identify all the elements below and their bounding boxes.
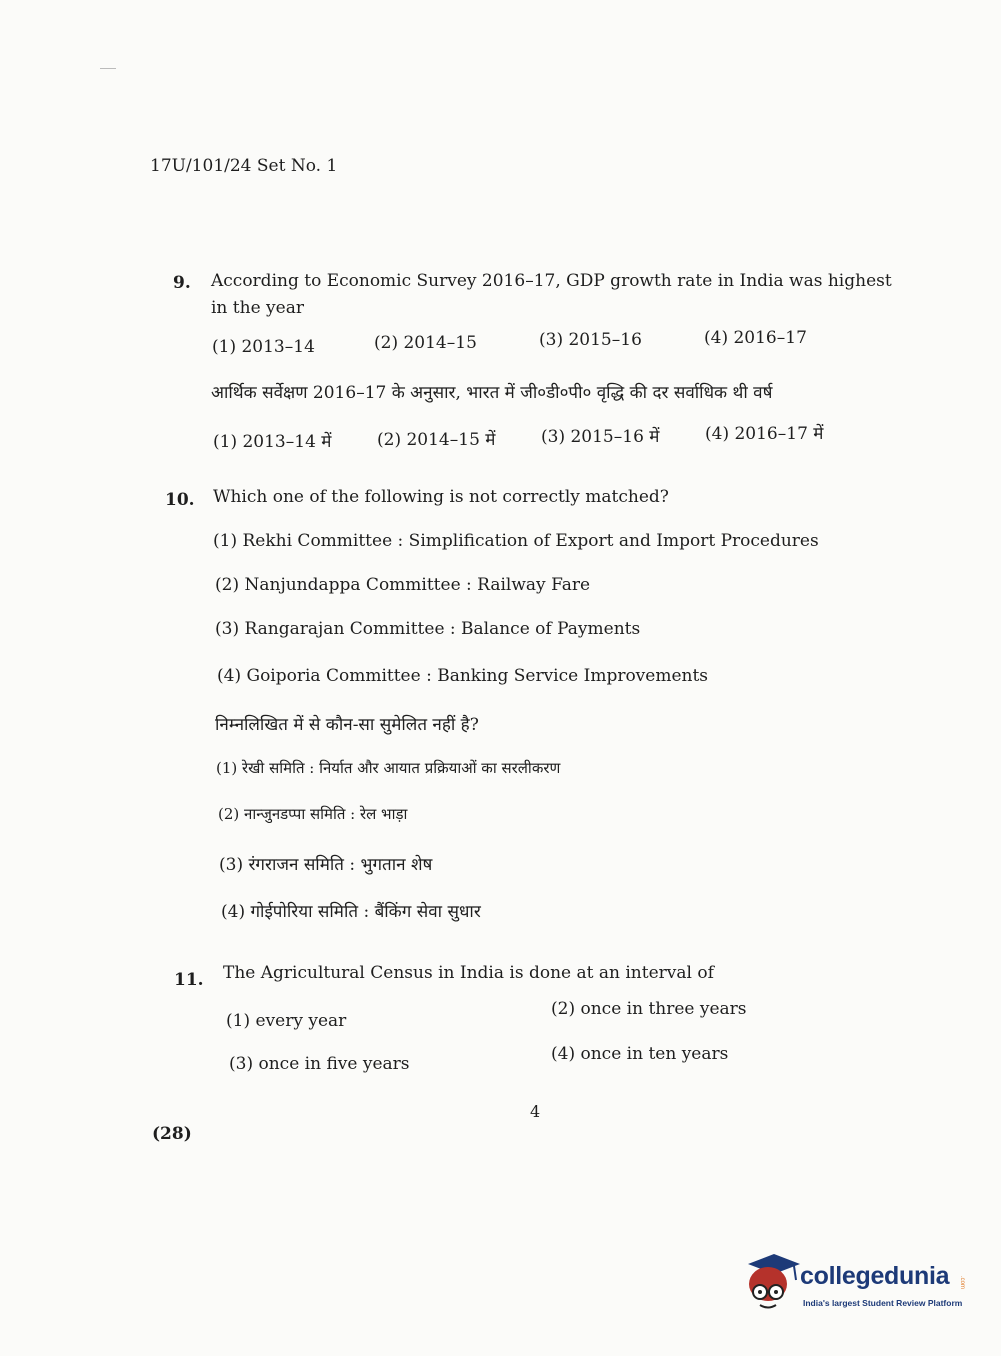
watermark-brand: collegedunia — [800, 1262, 950, 1290]
booklet-code: (28) — [152, 1124, 192, 1144]
question-9-option-4: (4) 2016–17 — [704, 328, 807, 348]
question-10-option-1-hindi: (1) रेखी समिति : निर्यात और आयात प्रक्रियाओं का सरलीकरण — [216, 759, 561, 777]
question-11-option-1: (1) every year — [226, 1011, 347, 1031]
question-9-option-1: (1) 2013–14 — [212, 337, 315, 357]
question-10-text-hindi: निम्नलिखित में से कौन-सा सुमेलित नहीं है? — [215, 715, 479, 735]
question-9-number: 9. — [173, 273, 191, 293]
question-11-text: The Agricultural Census in India is done at an interval of — [223, 963, 714, 983]
question-11-option-4: (4) once in ten years — [551, 1044, 729, 1064]
question-10-option-4: (4) Goiporia Committee : Banking Service Improvements — [217, 666, 709, 686]
question-9-option-3-hindi: (3) 2015–16 में — [541, 427, 660, 447]
question-9-option-3: (3) 2015–16 — [539, 330, 642, 350]
watermark-tagline: India's largest Student Review Platform — [803, 1298, 963, 1308]
question-10-option-4-hindi: (4) गोईपोरिया समिति : बैंकिंग सेवा सुधार — [221, 902, 481, 922]
question-10-option-3: (3) Rangarajan Committee : Balance of Payments — [215, 619, 641, 639]
question-10-number: 10. — [165, 490, 195, 510]
page-number: 4 — [530, 1102, 541, 1121]
question-10-option-2-hindi: (2) नान्जुनडप्पा समिति : रेल भाड़ा — [218, 805, 408, 823]
question-11-option-2: (2) once in three years — [551, 999, 747, 1019]
question-9-option-1-hindi: (1) 2013–14 में — [213, 432, 332, 452]
question-10-text: Which one of the following is not correctly matched? — [213, 487, 669, 507]
collegedunia-mascot-icon — [740, 1250, 802, 1314]
question-10-option-2: (2) Nanjundappa Committee : Railway Fare — [215, 575, 591, 595]
question-10-option-3-hindi: (3) रंगराजन समिति : भुगतान शेष — [219, 855, 433, 875]
question-9-text-hindi: आर्थिक सर्वेक्षण 2016–17 के अनुसार, भारत में जी०डी०पी० वृद्धि की दर सर्वाधिक थी वर्ष — [211, 383, 773, 403]
question-9-option-2: (2) 2014–15 — [374, 333, 477, 353]
question-10-option-1: (1) Rekhi Committee : Simplification of Export and Import Procedures — [213, 531, 819, 551]
question-9-option-2-hindi: (2) 2014–15 में — [377, 430, 496, 450]
question-9-text: According to Economic Survey 2016–17, GDP growth rate in India was highest in the year — [211, 271, 892, 318]
watermark-suffix: .com — [959, 1276, 965, 1290]
question-11-option-3: (3) once in five years — [229, 1054, 410, 1074]
question-9-option-4-hindi: (4) 2016–17 में — [705, 424, 824, 444]
set-code: 17U/101/24 Set No. 1 — [150, 156, 338, 176]
question-11-number: 11. — [174, 970, 204, 990]
scan-mark — [100, 68, 116, 69]
